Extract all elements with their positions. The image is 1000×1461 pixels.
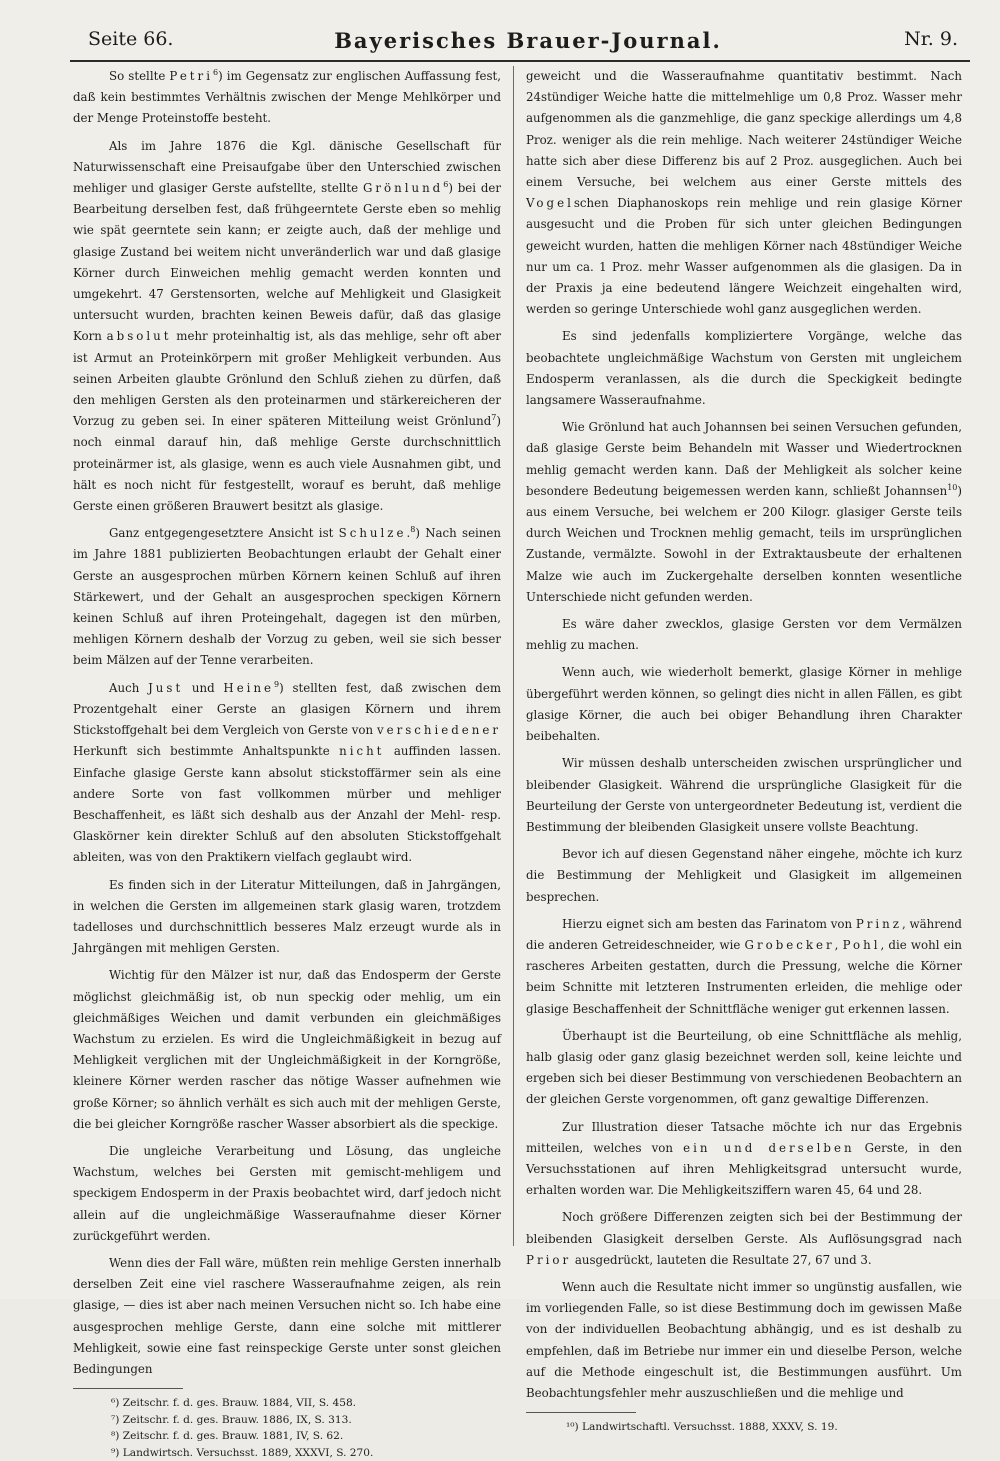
header-rule xyxy=(70,60,970,62)
paragraph: Es sind jedenfalls kompliziertere Vorgänge, welche das beobachtete ungleichmäßige Wachstum von Gersten mit ungleichem Endosperm veranlassen, als die durch die Speckigkeit bedingte langsamere Wasseraufnahme. xyxy=(526,329,962,408)
paragraph: Es wäre daher zwecklos, glasige Gersten vor dem Vermälzen mehlig zu machen. xyxy=(526,617,962,653)
paragraph: Ganz entgegengesetztere Ansicht ist Schulze.$^8$) Nach seinen im Jahre 1881 publizierten Beobachtungen erlaubt der Gehalt einer Gerste an ausgesprochen mürben Körnern keinen Schluß auf ihren Stärkewert, und der Gehalt an ausgesprochen speckigen Körnern keinen Schluß auf ihren Proteingehalt, dagegen ist den mürben, mehligen Körnern deshalb der Vorzug zu geben, weil sie sich besser beim Mälzen auf der Tenne verarbeiten. xyxy=(73,525,501,668)
left-column-body xyxy=(73,66,501,1380)
page-number: Seite 66. xyxy=(88,28,174,50)
paragraph: Noch größere Differenzen zeigten sich bei der Bestimmung der bleibenden Glasigkeit derselben Gerste. Als Auflösungsgrad nach Prior ausgedrückt, lauteten die Resultate 27, 67 und 3. xyxy=(526,1210,962,1267)
paragraph: So stellte Petri$^6$) im Gegensatz zur englischen Auffassung fest, daß kein bestimmtes Verhältnis zwischen der Menge Mehlkörper und der Menge Proteinstoffe besteht. xyxy=(73,68,501,126)
paragraph: Bevor ich auf diesen Gegenstand näher eingehe, möchte ich kurz die Bestimmung der Mehligkeit und Glasigkeit im allgemeinen besprechen. xyxy=(526,847,962,904)
right-footnotes xyxy=(526,1419,962,1436)
left-column xyxy=(73,66,501,1461)
page-header xyxy=(88,28,968,58)
paragraph: Hierzu eignet sich am besten das Farinatom von Prinz, während die anderen Getreideschneider, wie Grobecker, Pohl, die wohl ein rascheres Arbeiten gestatten, durch die Pressung, welche die Körner beim Schnitte mit letzteren Instrumenten erleiden, die mehlige oder glasige Beschaffenheit der Schnittfläche weniger gut erkennen lassen. xyxy=(526,916,962,1016)
journal-title: Bayerisches Brauer-Journal. xyxy=(334,28,722,53)
footnote-rule xyxy=(526,1412,636,1413)
paragraph: Wenn auch, wie wiederholt bemerkt, glasige Körner in mehlige übergeführt werden können, so gelingt dies nicht in allen Fällen, es gibt glasige Körner, die auch bei obiger Behandlung ihren Charakter beibehalten. xyxy=(526,665,962,744)
column-divider xyxy=(513,66,514,1246)
footnote: ⁹) Landwirtsch. Versuchsst. 1889, XXXVI, S. 270. xyxy=(111,1446,374,1459)
paragraph: Zur Illustration dieser Tatsache möchte ich nur das Ergebnis mitteilen, welches von ein und derselben Gerste, in den Versuchsstationen auf ihren Mehligkeitsgrad untersucht wurde, erhalten worden war. Die Mehligkeitsziffern waren 45, 64 und 28. xyxy=(526,1119,962,1198)
footnote: ⁶) Zeitschr. f. d. ges. Brauw. 1884, VII, S. 458. xyxy=(111,1397,357,1410)
footnote-rule xyxy=(73,1388,183,1389)
paragraph: Auch Just und Heine$^9$) stellten fest, daß zwischen dem Prozentgehalt einer Gerste an glasigen Körnern und ihrem Stickstoffgehalt bei dem Vergleich von Gerste von verschiedener Herkunft sich bestimmte Anhaltspunkte nicht auffinden lassen. Einfache glasige Gerste kann absolut stickstoffärmer sein als eine andere Sorte von fast vollkommen mürber und mehliger Beschaffenheit, es läßt sich deshalb aus der Anzahl der Mehl- resp. Glaskörner kein direkter Schluß auf den absoluten Stickstoffgehalt ableiten, was von den Praktikern vielfach geglaubt wird. xyxy=(73,679,502,865)
paragraph: Es finden sich in der Literatur Mitteilungen, daß in Jahrgängen, in welchen die Gersten im allgemeinen stark glasig waren, trotzdem tadelloses und durchschnittlich besseres Malz erzeugt wurde als in Jahrgängen mit mehligen Gersten. xyxy=(73,877,501,956)
footnote: ¹⁰) Landwirtschaftl. Versuchsst. 1888, XXXV, S. 19. xyxy=(566,1421,838,1434)
footnote: ⁷) Zeitschr. f. d. ges. Brauw. 1886, IX, S. 313. xyxy=(111,1413,352,1426)
paragraph: Wichtig für den Mälzer ist nur, daß das Endosperm der Gerste möglichst gleichmäßig ist, ob nun speckig oder mehlig, um ein gleichmäßiges Weichen und damit verbunden ein gleichmäßiges Wachstum zu erzielen. Es wird die Ungleichmäßigkeit in bezug auf Mehligkeit verglichen mit der Ungleichmäßigkeit in der Korngröße, kleinere Körner werden rascher das nötige Wasser aufnehmen wie große Körner; so ähnlich verhält es sich auch mit der mehligen Gerste, die bei gleicher Korngröße rascher Wasser absorbiert als die speckige. xyxy=(73,968,501,1131)
paragraph: Wenn dies der Fall wäre, müßten rein mehlige Gersten innerhalb derselben Zeit eine viel raschere Wasseraufnahme zeigen, als rein glasige, — dies ist aber nach meinen Versuchen nicht so. Ich habe eine ausgesprochen mehlige Gerste, dann eine solche mit mittlerer Mehligkeit, sowie eine fast reinspeckige Gerste unter sonst gleichen Bedingungen xyxy=(73,1255,501,1376)
paragraph: Als im Jahre 1876 die Kgl. dänische Gesellschaft für Naturwissenschaft eine Preisaufgabe über den Unterschied zwischen mehliger und glasiger Gerste aufstellte, stellte Grönlund$^6$) bei der Bearbeitung derselben fest, daß frühgeerntete Gerste eben so mehlig wie spät geerntete sein kann; er zeigte auch, daß der mehlige und glasige Zustand bei weitem nicht unveränderlich war und daß glasige Körner durch Einweichen mehlig gemacht werden konnten und umgekehrt. 47 Gerstensorten, welche auf Mehligkeit und Glasigkeit untersucht wurden, brachten keinen Beweis dafür, daß das glasige Korn absolut mehr proteinhaltig ist, als das mehlige, sehr oft aber ist Armut an Proteinkörpern mit großer Mehligkeit verbunden. Aus seinen Arbeiten glaubte Grönlund den Schluß ziehen zu dürfen, daß den mehligen Gersten als den proteinarmen und stärkereicheren der Vorzug zu geben sei. In einer späteren Mitteilung weist Grönlund$^7$) noch einmal darauf hin, daß mehlige Gerste durchschnittlich proteinärmer ist, als glasige, wenn es auch viele Ausnahmen gibt, und hält es noch nicht für festgestellt, worauf es beruht, daß mehlige Gerste einen größeren Brauwert besitzt als glasige. xyxy=(73,138,501,514)
paragraph: Wie Grönlund hat auch Johannsen bei seinen Versuchen gefunden, daß glasige Gerste beim Behandeln mit Wasser und Wiedertrocknen mehlig gemacht werden kann. Daß der Mehligkeit als solcher keine besondere Bedeutung beigemessen werden kann, schließt Johannsen$^{10}$) aus einem Versuche, bei welchem er 200 Kilogr. glasiger Gerste teils durch Weichen und Trocknen mehlig gemacht, teils im ursprünglichen Zustande, vermälzte. Sowohl in der Extraktausbeute der erhaltenen Malze wie auch im Zuckergehalte derselben konnten wesentliche Unterschiede nicht gefunden werden. xyxy=(526,420,962,604)
paragraph: Wenn auch die Resultate nicht immer so ungünstig ausfallen, wie im vorliegenden Falle, so ist diese Bestimmung doch im gewissen Maße von der individuellen Beobachtung abhängig, und es ist deshalb zu empfehlen, daß im Betriebe nur immer ein und dieselbe Person, welche auf die Methode eingeschult ist, die Bestimmungen ausführt. Um Beobachtungsfehler mehr auszuschließen und die mehlige und xyxy=(526,1279,962,1400)
paragraph: Wir müssen deshalb unterscheiden zwischen ursprünglicher und bleibender Glasigkeit. Während die ursprüngliche Glasigkeit für die Beurteilung der Gerste von untergeordneter Bedeutung ist, verdient die Bestimmung der bleibenden Glasigkeit unsere vollste Beachtung. xyxy=(526,756,962,834)
paragraph: Die ungleiche Verarbeitung und Lösung, das ungleiche Wachstum, welches bei Gersten mit gemischt-mehligem und speckigem Endosperm in der Praxis beobachtet wird, darf jedoch nicht allein auf die ungleichmäßige Wasseraufnahme dieser Körner zurückgeführt werden. xyxy=(73,1143,501,1243)
right-column-body xyxy=(526,66,962,1404)
issue-number: Nr. 9. xyxy=(904,28,958,50)
left-footnotes xyxy=(73,1395,501,1461)
footnote: ⁸) Zeitschr. f. d. ges. Brauw. 1881, IV, S. 62. xyxy=(111,1430,344,1443)
right-column xyxy=(526,66,962,1436)
paragraph: Überhaupt ist die Beurteilung, ob eine Schnittfläche als mehlig, halb glasig oder ganz glasig bezeichnet werden soll, keine leichte und ergeben sich bei dieser Bestimmung von verschiedenen Beobachtern an der gleichen Gerste vorgenommen, oft ganz gewaltige Differenzen. xyxy=(526,1028,962,1107)
paragraph: geweicht und die Wasseraufnahme quantitativ bestimmt. Nach 24stündiger Weiche hatte die mittelmehlige um 0,8 Proz. Wasser mehr aufgenommen als die ganzmehlige, die ganz speckige allerdings um 4,8 Proz. weniger als die rein mehlige. Nach weiterer 24stündiger Weiche hatte sich aber diese Differenz bis auf 2 Proz. ausgeglichen. Auch bei einem Versuche, bei welchem aus einer Gerste mittels des Vogelschen Diaphanoskops rein mehlige und rein glasige Körner ausgesucht und die Proben für sich unter gleichen Bedingungen geweicht wurden, hatten die mehligen Körner nach 48stündiger Weiche nur um ca. 1 Proz. mehr Wasser aufgenommen als die glasigen. Da in der Praxis ja eine bedeutend längere Weichzeit eingehalten wird, werden so geringe Unterschiede wohl ganz ausgeglichen werden. xyxy=(526,69,962,317)
